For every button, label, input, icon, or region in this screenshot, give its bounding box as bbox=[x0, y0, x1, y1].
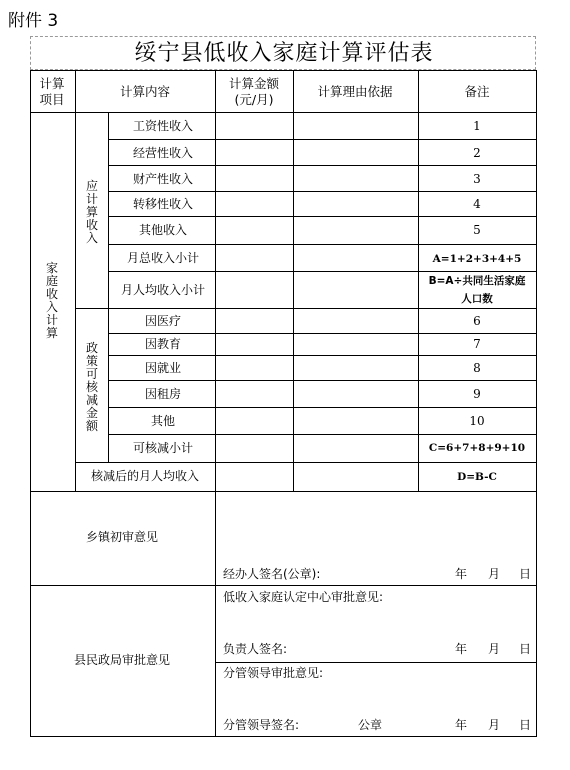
row-after-deduct-note: D=B-C bbox=[457, 471, 497, 483]
row-business-name: 经营性收入 bbox=[132, 146, 194, 160]
row-after-deduct-name: 核减后的月人均收入 bbox=[90, 469, 200, 483]
row-per-capita-name: 月人均收入小计 bbox=[120, 283, 206, 297]
row-property-name: 财产性收入 bbox=[132, 172, 194, 186]
attachment-label: 附件 3 bbox=[8, 11, 59, 31]
row-education-name: 因教育 bbox=[144, 337, 182, 351]
income-section-label: 家庭收入计算 bbox=[45, 261, 58, 340]
row-property-note: 3 bbox=[473, 172, 481, 186]
page-title: 绥宁县低收入家庭计算评估表 bbox=[134, 41, 434, 66]
row-rent-name: 因租房 bbox=[144, 387, 182, 401]
row-monthly-total-name: 月总收入小计 bbox=[126, 251, 200, 265]
row-other-deduct-name: 其他 bbox=[150, 414, 176, 428]
leader-seal: 公章 bbox=[358, 718, 383, 732]
township-month: 月 bbox=[488, 567, 501, 581]
row-monthly-total-note: A=1+2+3+4+5 bbox=[432, 253, 522, 265]
leader-opinion: 分管领导审批意见: bbox=[223, 666, 324, 680]
row-medical-note: 6 bbox=[473, 314, 481, 328]
row-other-income-name: 其他收入 bbox=[138, 223, 188, 237]
header-basis: 计算理由依据 bbox=[317, 84, 393, 99]
row-employment-name: 因就业 bbox=[144, 361, 182, 375]
responsible-day: 日 bbox=[519, 642, 532, 656]
should-count-label: 应计算收入 bbox=[85, 179, 98, 245]
township-year: 年 bbox=[455, 567, 468, 581]
row-education-note: 7 bbox=[473, 337, 481, 351]
leader-month: 月 bbox=[488, 718, 501, 732]
leader-day: 日 bbox=[519, 718, 532, 732]
row-wage-note: 1 bbox=[473, 119, 481, 133]
deductible-label: 政策可核减金额 bbox=[85, 341, 98, 433]
header-content: 计算内容 bbox=[119, 84, 171, 99]
responsible-month: 月 bbox=[488, 642, 501, 656]
header-note: 备注 bbox=[464, 84, 490, 99]
leader-year: 年 bbox=[455, 718, 468, 732]
row-transfer-note: 4 bbox=[473, 197, 481, 211]
responsible-sign: 负责人签名: bbox=[223, 642, 288, 656]
responsible-year: 年 bbox=[455, 642, 468, 656]
county-label: 县民政局审批意见 bbox=[73, 653, 171, 667]
row-per-capita-note-line2: 人口数 bbox=[461, 293, 493, 305]
row-medical-name: 因医疗 bbox=[144, 314, 182, 328]
row-rent-note: 9 bbox=[473, 387, 481, 401]
row-employment-note: 8 bbox=[473, 361, 481, 375]
row-other-deduct-note: 10 bbox=[469, 414, 485, 428]
center-opinion: 低收入家庭认定中心审批意见: bbox=[223, 590, 384, 604]
row-transfer-name: 转移性收入 bbox=[132, 197, 194, 211]
header-amount: 计算金额 (元/月) bbox=[228, 76, 280, 107]
row-wage-name: 工资性收入 bbox=[132, 119, 194, 133]
township-day: 日 bbox=[519, 567, 532, 581]
row-other-income-note: 5 bbox=[473, 223, 481, 237]
row-deduct-total-name: 可核减小计 bbox=[132, 441, 194, 455]
township-signer: 经办人签名(公章): bbox=[223, 567, 321, 581]
header-item: 计算 项目 bbox=[39, 76, 65, 107]
row-business-note: 2 bbox=[473, 146, 481, 160]
row-deduct-total-note: C=6+7+8+9+10 bbox=[428, 442, 526, 454]
leader-sign: 分管领导签名: bbox=[223, 718, 300, 732]
row-per-capita-note-line1: B=A÷共同生活家庭 bbox=[428, 275, 526, 287]
township-label: 乡镇初审意见 bbox=[85, 530, 159, 544]
